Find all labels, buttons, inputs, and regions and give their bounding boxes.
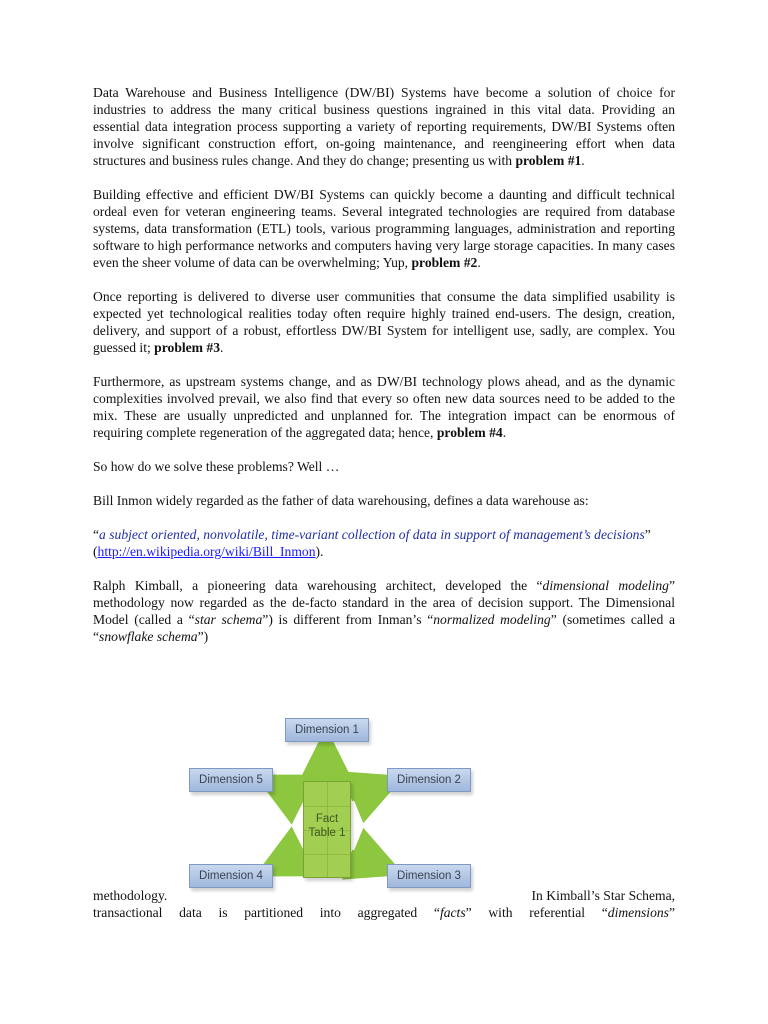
paragraph-problem-4: Furthermore, as upstream systems change, and as DW/BI technology plows ahead, and as the dynamic complexities involved prevail, we also find that every so often new data sources need to be added to the mix. These are usually unpredicted and unplanned for. The integration impact can be enormous of requiring complete regeneration of the aggregated data; hence, problem #4. — [93, 374, 675, 440]
facts-dimensions-line: transactional data is partitioned into aggregated “facts” with referential “dimensions” — [93, 905, 675, 920]
arrow-to-dimension-5 — [273, 784, 301, 798]
arrow-to-dimension-4 — [273, 853, 301, 867]
kimball-paragraph: Ralph Kimball, a pioneering data warehousing architect, developed the “dimensional modeling” methodology now regarded as the de-facto standard in the area of decision support. The Dimensional Model (called a “star schema”) is different from Inman’s “normalized modeling” (sometimes called a “snowflake schema”) — [93, 578, 676, 644]
fact-table-box — [303, 781, 351, 878]
dimension-3-box: Dimension 3 — [387, 864, 471, 888]
problem-3-label: problem #3 — [154, 340, 221, 355]
arrow-to-dimension-2 — [351, 784, 385, 798]
inmon-intro: Bill Inmon widely regarded as the father of data warehousing, defines a data warehouse as: — [93, 493, 589, 508]
methodology-line: methodology. In Kimball’s Star Schema, — [93, 888, 675, 903]
methodology-block — [93, 887, 675, 921]
problem-2-label: problem #2 — [411, 255, 478, 270]
star-schema-diagram — [185, 718, 475, 891]
document-page — [93, 84, 675, 645]
dimension-4-box: Dimension 4 — [189, 864, 273, 888]
dimension-5-box: Dimension 5 — [189, 768, 273, 792]
paragraph-problem-2: Building effective and efficient DW/BI Systems can quickly become a daunting and difficult technical ordeal even for veteran engineering teams. Several integrated technologies are required from database systems, data transformation (ETL) tools, various programming languages, administration and reporting software to high performance networks and computers having very large storage capacities. In many cases even the sheer volume of data can be overwhelming; Yup, problem #2. — [93, 187, 675, 270]
paragraph-problem-3: Once reporting is delivered to diverse user communities that consume the data simplified usability is expected yet technological realities today often require highly trained end-users. The design, creation, delivery, and support of a robust, effortless DW/BI System for intelligent use, sadly, are complex. You guessed it; problem #3. — [93, 289, 675, 355]
problem-4-label: problem #4 — [436, 425, 503, 440]
inmon-definition: a subject oriented, nonvolatile, time-variant collection of data in support of management’s decisions — [99, 527, 645, 542]
wikipedia-link[interactable]: http://en.wikipedia.org/wiki/Bill_Inmon — [97, 544, 316, 559]
question-line: So how do we solve these problems? Well … — [93, 459, 340, 474]
problem-1-label: problem #1 — [515, 153, 582, 168]
inmon-quote: “a subject oriented, nonvolatile, time-variant collection of data in support of management’s decisions” (http://en.wikipedia.org/wiki/Bill_Inmon). — [93, 527, 651, 559]
arrow-to-dimension-3 — [351, 853, 385, 867]
fact-label: Fact Table 1 — [308, 813, 346, 839]
paragraph-problem-1: Data Warehouse and Business Intelligence (DW/BI) Systems have become a solution of choice for industries to address the many critical business questions ingrained in this vital data. Providing an essential data integration process supporting a variety of reporting requirements, DW/BI Systems often involve significant construction effort, on-going maintenance, and reengineering effort when data structures and business rules change. And they do change; presenting us with problem #1. — [93, 85, 675, 168]
dimension-1-box: Dimension 1 — [285, 718, 369, 742]
dimension-2-box: Dimension 2 — [387, 768, 471, 792]
